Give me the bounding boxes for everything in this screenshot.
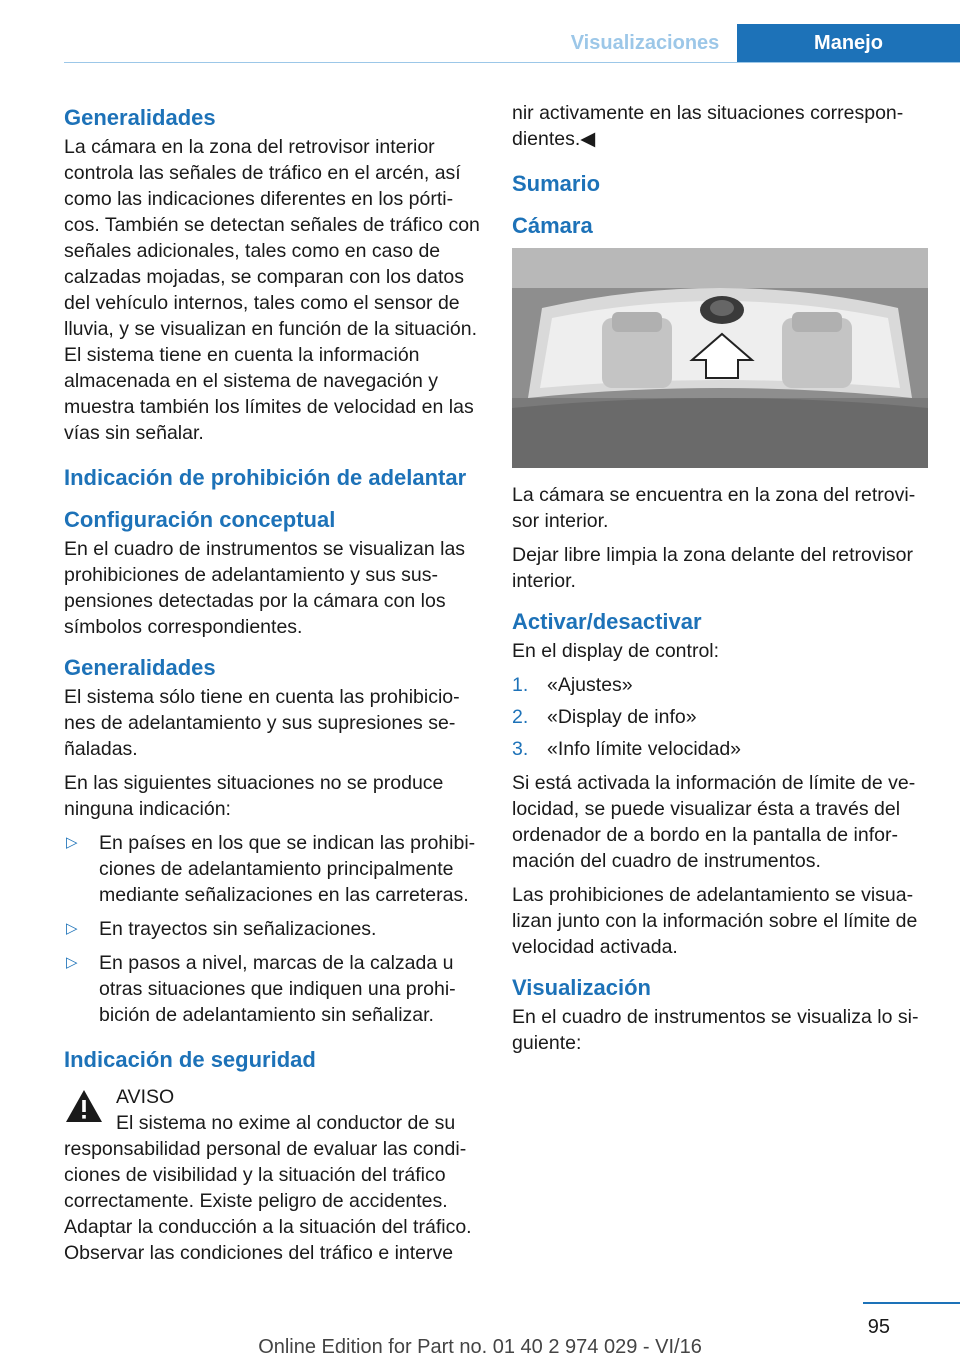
page-number: 95 — [867, 1316, 890, 1338]
warning-triangle-icon — [64, 1088, 104, 1124]
warning-text: responsabilidad personal de evaluar las condiciones de visibilidad y la situación del tráfico correctamente. Existe peligro de accidentes. Adaptar la conducción a la situación del tráfico. Observar las condiciones del tráfico e interve — [64, 1138, 472, 1264]
paragraph-generalidades-2a: El sistema sólo tiene en cuenta las prohibiciones de adelantamiento y sus supresiones señaladas. — [64, 686, 460, 760]
list-item: ▷ En pasos a nivel, marcas de la calzada u otras situaciones que indiquen una prohibición de adelantamiento sin señalizar. — [66, 952, 456, 1026]
paragraph-activar-2: Si está activada la información de límite de velocidad, se puede visualizar ésta a través del ordenador de a bordo en la pantalla de información del cuadro de instrumentos. — [512, 772, 916, 872]
list-item: 3. «Info límite velocidad» — [512, 738, 742, 760]
warning-first-line: El sistema no exime al conductor de su — [116, 1112, 456, 1134]
paragraph-activar-3: Las prohibiciones de adelantamiento se visualizan junto con la información sobre el límite de velocidad activada. — [512, 884, 918, 958]
warning-title: AVISO — [116, 1086, 175, 1108]
tab-visualizaciones[interactable]: Visualizaciones — [553, 24, 737, 62]
list-item: ▷ En trayectos sin señalizaciones. — [66, 918, 377, 940]
list-item: 2. «Display de info» — [512, 706, 697, 728]
triangle-right-icon: ▷ — [66, 920, 78, 937]
right-column — [512, 100, 928, 1064]
heading-sumario: Sumario — [512, 171, 601, 196]
paragraph-continuation: nir activamente en las situaciones correspondientes.◀ — [512, 102, 904, 150]
camera-location-photo — [512, 248, 928, 468]
list-item: ▷ En países en los que se indican las prohibiciones de adelantamiento principalmente mediante señalizaciones en las carreteras. — [66, 832, 476, 906]
heading-prohibicion: Indicación de prohibición de adelantar — [64, 465, 467, 490]
heading-seguridad: Indicación de seguridad — [64, 1047, 316, 1072]
warning-block — [64, 1084, 480, 1266]
heading-activar: Activar/desactivar — [512, 609, 702, 634]
heading-generalidades: Generalidades — [64, 105, 216, 130]
tab-manejo[interactable]: Manejo — [737, 24, 960, 62]
heading-configuracion: Configuración conceptual — [64, 507, 336, 532]
paragraph-camara-1: La cámara se encuentra en la zona del retrovisor interior. — [512, 484, 916, 532]
header-rule — [64, 62, 960, 63]
footer-rule — [863, 1302, 960, 1304]
paragraph-visualizacion: En el cuadro de instrumentos se visualiza lo siguiente: — [512, 1006, 919, 1054]
paragraph-activar: En el display de control: — [512, 640, 720, 662]
triangle-right-icon: ▷ — [66, 954, 78, 971]
list-item: 1. «Ajustes» — [512, 674, 633, 696]
paragraph-generalidades: La cámara en la zona del retrovisor interior controla las señales de tráfico en el arcén, así como las indicaciones diferentes en los pórticos. También se detectan señales de tráfico con señales adicionales, tales como en caso de calzadas mojadas, se comparan con los datos del vehículo internos, tales como el sensor de lluvia, y se visualizan en función de la situación. El sistema tiene en cuenta la información almacenada en el sistema de navegación y muestra también los límites de velocidad en las vías sin señalar. — [64, 136, 480, 444]
paragraph-configuracion: En el cuadro de instrumentos se visualizan las prohibiciones de adelantamiento y sus suspensiones detectadas por la cámara con los símbolos correspondientes. — [64, 538, 466, 638]
steps-list — [512, 672, 928, 762]
situations-list — [64, 830, 480, 1028]
heading-visualizacion: Visualización — [512, 975, 651, 1000]
left-column — [64, 100, 480, 1266]
triangle-right-icon: ▷ — [66, 834, 78, 851]
heading-generalidades-2: Generalidades — [64, 655, 216, 680]
footer-edition: Online Edition for Part no. 01 40 2 974 029 - VI/16 — [258, 1336, 702, 1358]
paragraph-generalidades-2b: En las siguientes situaciones no se produce ninguna indicación: — [64, 772, 444, 820]
heading-camara: Cámara — [512, 213, 593, 238]
paragraph-camara-2: Dejar libre limpia la zona delante del retrovisor interior. — [512, 544, 914, 592]
